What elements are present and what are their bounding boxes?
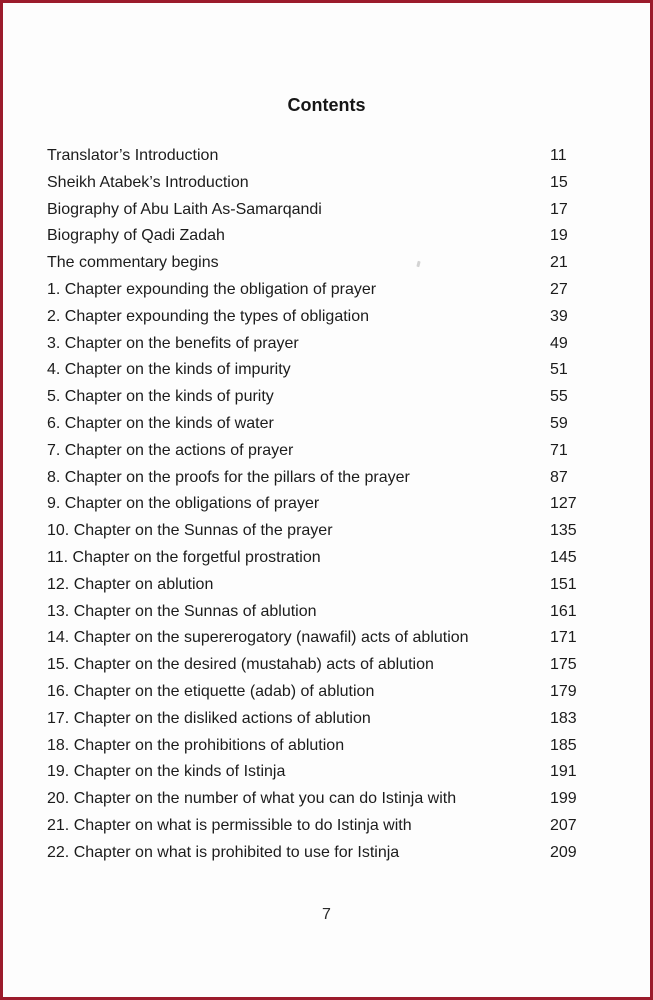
toc-entry-page: 71 (550, 441, 568, 459)
toc-entry-page: 171 (550, 629, 577, 647)
toc-entry (47, 411, 630, 438)
toc-entry (47, 170, 630, 197)
toc-entry (47, 679, 630, 706)
toc-entry (47, 250, 630, 277)
toc-entry-title: 17. Chapter on the disliked actions of ablution (47, 709, 371, 727)
toc-entry-page: 21 (550, 254, 568, 272)
toc-entry (47, 840, 630, 867)
toc-entry-page: 151 (550, 575, 577, 593)
toc-entry-title: 15. Chapter on the desired (mustahab) acts of ablution (47, 656, 434, 674)
toc-entry-title: 22. Chapter on what is prohibited to use for Istinja (47, 843, 400, 861)
toc-entry-page: 17 (550, 200, 568, 218)
toc-entry-title: 20. Chapter on the number of what you can do Istinja with (47, 790, 457, 808)
toc-entry (47, 223, 630, 250)
toc-entry (47, 545, 630, 572)
toc-entry-title: Translator’s Introduction (47, 147, 219, 164)
toc-entry-page: 55 (550, 388, 568, 406)
page-number: 7 (322, 906, 331, 923)
toc-entry-title: 21. Chapter on what is permissible to do Istinja with (47, 816, 412, 834)
toc-entry-page: 199 (550, 790, 577, 808)
toc-entry-page: 145 (550, 548, 577, 566)
toc-entry (47, 599, 630, 626)
toc-entry-title: 18. Chapter on the prohibitions of ablution (47, 736, 345, 754)
toc-entry-page: 59 (550, 414, 568, 432)
toc-entry-title: 16. Chapter on the etiquette (adab) of ablution (47, 682, 375, 700)
toc-entry (47, 786, 630, 813)
toc-entry (47, 572, 630, 599)
toc-entry-page: 49 (550, 334, 568, 352)
toc-entry (47, 143, 630, 170)
toc-entry (47, 304, 630, 331)
toc-entry (47, 733, 630, 760)
toc-entry (47, 438, 630, 465)
toc-entry-title: 9. Chapter on the obligations of prayer (47, 495, 320, 513)
toc-entry-title: 3. Chapter on the benefits of prayer (47, 334, 299, 352)
toc-entry-page: 209 (550, 843, 577, 861)
toc-entry (47, 652, 630, 679)
toc-entry (47, 357, 630, 384)
toc-entry (47, 331, 630, 358)
toc-list (47, 143, 630, 867)
toc-entry-page: 191 (550, 763, 577, 781)
toc-entry-title: Biography of Abu Laith As-Samarqandi (47, 200, 322, 218)
toc-entry-title: 4. Chapter on the kinds of impurity (47, 361, 291, 379)
toc-entry-title: 2. Chapter expounding the types of obligation (47, 307, 370, 325)
toc-entry (47, 759, 630, 786)
toc-entry-title: 11. Chapter on the forgetful prostration (47, 548, 321, 566)
toc-entry (47, 277, 630, 304)
toc-entry-title: 5. Chapter on the kinds of purity (47, 388, 274, 406)
toc-entry-page: 185 (550, 736, 577, 754)
toc-entry-page: 87 (550, 468, 568, 486)
toc-entry-page: 207 (550, 816, 577, 834)
toc-entry-title: 13. Chapter on the Sunnas of ablution (47, 602, 317, 620)
toc-entry-page: 183 (550, 709, 577, 727)
toc-entry-page: 179 (550, 682, 577, 700)
toc-entry-page: 19 (550, 227, 568, 245)
toc-entry-title: 8. Chapter on the proofs for the pillars of the prayer (47, 468, 410, 486)
toc-entry (47, 706, 630, 733)
toc-entry-page: 11 (550, 147, 567, 164)
toc-entry-page: 161 (550, 602, 577, 620)
toc-entry-title: Sheikh Atabek’s Introduction (47, 173, 249, 191)
toc-entry (47, 465, 630, 492)
toc-entry-title: 19. Chapter on the kinds of Istinja (47, 763, 286, 781)
toc-entry-page: 51 (550, 361, 568, 379)
toc-entry-title: Biography of Qadi Zadah (47, 227, 225, 245)
toc-entry-title: 1. Chapter expounding the obligation of prayer (47, 280, 377, 298)
toc-entry-page: 15 (550, 173, 568, 191)
page-title: Contents (287, 95, 366, 115)
toc-entry-title: 6. Chapter on the kinds of water (47, 414, 274, 432)
toc-entry-page: 27 (550, 280, 568, 298)
toc-entry-title: 14. Chapter on the supererogatory (nawafil) acts of ablution (47, 629, 469, 647)
toc-entry-title: 12. Chapter on ablution (47, 575, 214, 593)
toc-entry (47, 491, 630, 518)
toc-entry-page: 39 (550, 307, 568, 325)
toc-entry (47, 518, 630, 545)
toc-entry-page: 135 (550, 522, 577, 540)
toc-entry (47, 625, 630, 652)
toc-entry-title: 7. Chapter on the actions of prayer (47, 441, 294, 459)
toc-entry-page: 175 (550, 656, 577, 674)
toc-entry (47, 813, 630, 840)
toc-entry-title: The commentary begins (47, 254, 219, 272)
toc-entry-page: 127 (550, 495, 577, 513)
toc-entry (47, 197, 630, 224)
toc-entry-title: 10. Chapter on the Sunnas of the prayer (47, 522, 333, 540)
toc-entry (47, 384, 630, 411)
